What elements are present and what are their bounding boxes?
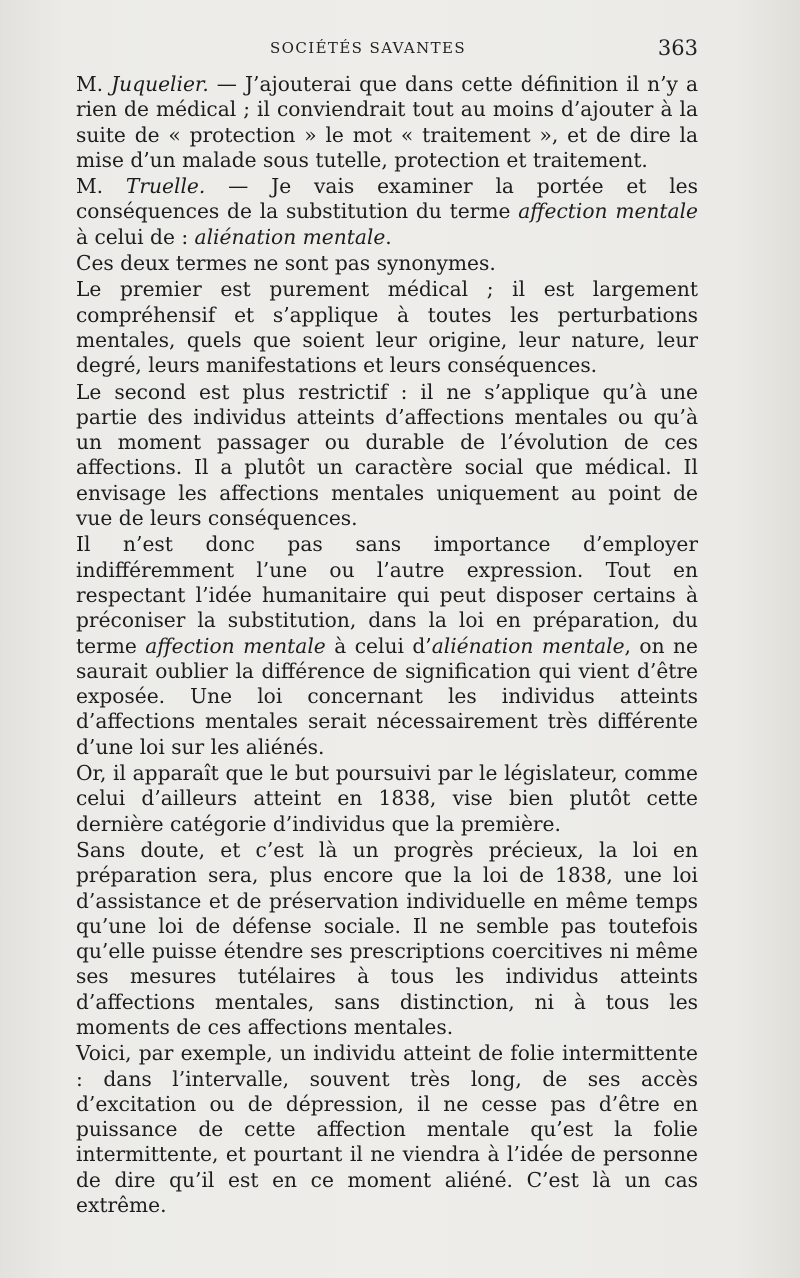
- paragraph-text: Le second est plus restrictif : il ne s’applique qu’à une partie des individus atteints d’affections mentales ou qu’à un moment passager ou durable de l’évolution de ces affections. Il a plutôt un caractère social que médical. Il envisage les affections mentales uniquement au point de vue de leurs conséquences.: [76, 379, 698, 531]
- page-number: 363: [657, 36, 698, 60]
- emphasis-term: affection mentale: [518, 199, 698, 224]
- paragraph: [76, 838, 698, 1040]
- paragraph: [76, 761, 698, 837]
- running-head: SOCIÉTÉS SAVANTES: [270, 39, 467, 57]
- paragraph-text: — Je vais examiner la portée et les conséquences de la substitution du terme: [76, 174, 698, 224]
- paragraph: [76, 532, 698, 760]
- paragraph-text: Le premier est purement médical ; il est largement compréhensif et s’applique à toutes les perturbations mentales, quels que soient leur origine, leur nature, leur degré, leurs manifestations et leurs conséquences.: [76, 277, 698, 378]
- paragraph: [76, 277, 698, 378]
- page-header: [76, 36, 698, 64]
- paragraph-text: Or, il apparaît que le but poursuivi par le législateur, comme celui d’ailleurs atteint en 1838, vise bien plutôt cette dernière catégorie d’individus que la première.: [76, 761, 698, 836]
- emphasis-term: aliénation mentale: [431, 633, 625, 658]
- paragraph: [76, 380, 698, 532]
- paragraph-text: , on ne saurait oublier la différence de signification qui vient d’être exposée. Une loi concernant les individus atteints d’affections mentales serait nécessairement très différente d’une loi sur les aliénés.: [76, 633, 698, 759]
- paragraph-text: Sans doute, et c’est là un progrès précieux, la loi en préparation sera, plus encore que la loi de 1838, une loi d’assistance et de préservation individuelle en même temps qu’une loi de défense sociale. Il ne semble pas toutefois qu’elle puisse étendre ses prescriptions coercitives ni même ses mesures tutélaires à tous les individus atteints d’affections mentales, sans distinction, ni à tous les moments de ces affections mentales.: [76, 837, 698, 1039]
- speaker-name: Truelle.: [125, 174, 206, 199]
- paragraph-text: .: [385, 224, 392, 249]
- paragraph-truelle: [76, 174, 698, 250]
- paragraph-text: à celui de :: [76, 224, 195, 249]
- emphasis-term: affection mentale: [145, 633, 326, 658]
- paragraph-text: Il n’est donc pas sans importance d’employer indifféremment l’une ou l’autre expression. Tout en respectant l’idée humanitaire qui peut disposer certains à préconiser la substitution, dans la loi en préparation, du terme: [76, 532, 698, 658]
- paragraph: [76, 1041, 698, 1218]
- emphasis-term: aliénation mentale: [194, 224, 386, 249]
- paragraph-text: à celui d’: [325, 633, 432, 658]
- paragraph: [76, 251, 698, 276]
- paragraph-text: Voici, par exemple, un individu atteint de folie intermittente : dans l’intervalle, souvent très long, de ses accès d’excitation ou de dépression, il ne cesse pas d’être en puissance de cette affection mentale qu’est la folie intermittente, et pourtant il ne viendra à l’idée de personne de dire qu’il est en ce moment aliéné. C’est là un cas extrême.: [76, 1041, 698, 1218]
- speaker-name: Juquelier.: [111, 72, 209, 96]
- paragraph-text: Ces deux termes ne sont pas synonymes.: [76, 251, 496, 276]
- body-text: [76, 72, 698, 1218]
- speaker-prefix: M.: [76, 72, 112, 96]
- speaker-prefix: M.: [76, 174, 126, 199]
- paragraph-juquelier: [76, 72, 698, 173]
- paragraph-text: — J’ajouterai que dans cette définition il n’y a rien de médical ; il conviendrait tout au moins d’ajouter à la suite de « protection » le mot « traitement », et de dire la mise d’un malade sous tutelle, protection et traitement.: [76, 72, 698, 172]
